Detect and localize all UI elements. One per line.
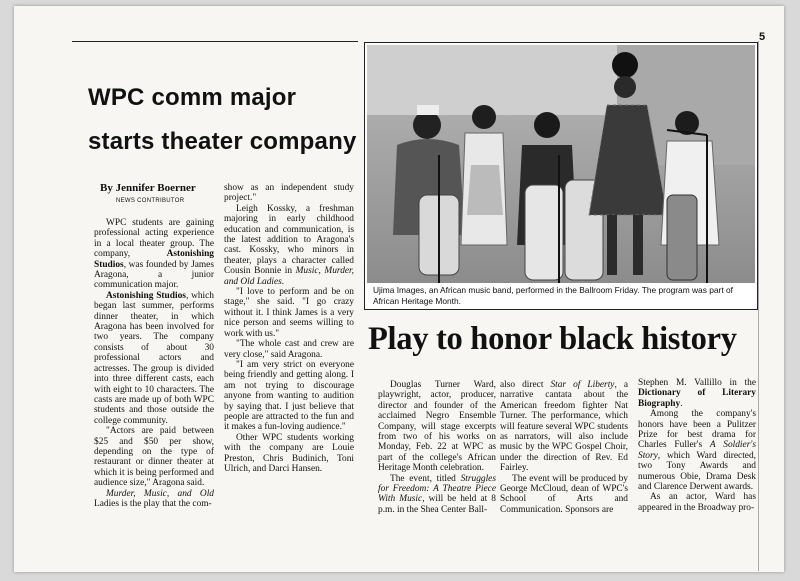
top-rule <box>72 41 358 42</box>
photo-caption: Ujima Images, an African music band, performed in the Ballroom Friday. The program was part of African Heritage Month. <box>373 285 733 306</box>
paragraph: As an actor, Ward has appeared in the Broadway pro- <box>638 492 756 513</box>
article2-column-1 <box>378 380 496 526</box>
paragraph: Astonishing Studios, which began last summer, performs dinner theater, in which Aragona has been involved for two years. The company consists of about 30 professional actors and actresses. The group is divided into three different casts, each with eight to 10 characters. The casts are made up of both WPC students and those outside the college community. <box>94 290 214 426</box>
paragraph: WPC students are gaining professional acting experience in a local theater group. The company, Astonishing Studios, was founded by James Aragona, a junior communication major. <box>94 218 214 291</box>
right-margin-rule <box>758 41 759 571</box>
article-headline-2: Play to honor black history <box>368 321 737 357</box>
paragraph: "I love to perform and be on stage," she said. "I go crazy without it. I think James is a very nice person and seems willing to work with us." <box>224 287 354 339</box>
article-headline <box>88 76 358 164</box>
paragraph: The event will be produced by George McCloud, dean of WPC's School of Arts and Communication. Sponsors are <box>500 473 628 515</box>
headline-line-2: starts theater company <box>88 128 357 155</box>
article-column-2 <box>224 183 354 523</box>
article2-column-3 <box>638 378 756 526</box>
paragraph: Leigh Kossky, a freshman majoring in early childhood education and communication, is the latest addition to Aragona's cast. Kossky, who minors in theater, plays a character called Cousin Bonnie in Music, Murder, and Old Ladies. <box>224 203 354 287</box>
paragraph: show as an independent study project." <box>224 183 354 204</box>
paragraph: Murder, Music, and Old Ladies is the play that the com- <box>94 488 214 509</box>
paragraph: Douglas Turner Ward, playwright, actor, producer, director and founder of the acclaimed Negro Ensemble Company, will stage excerpts from two of his works on Monday, Feb. 22 at WPC as part of the college's African Heritage Month celebration. <box>378 380 496 474</box>
paragraph: Among the company's honors have been a Pulitzer Prize for best drama for Charles Fuller's A Soldier's Story, which Ward directed, two Tony Awards and numerous Obie, Drama Desk and Clarence Derwent awards. <box>638 409 756 493</box>
paragraph: "Actors are paid between $25 and $50 per show, depending on the type of restaurant or dinner theater at which it is being performed and audience size," Aragona said. <box>94 426 214 489</box>
page-number: 5 <box>759 31 766 43</box>
headline-line-1: WPC comm major <box>88 84 297 111</box>
article2-column-2 <box>500 380 628 526</box>
paragraph: "The whole cast and crew are very close," said Aragona. <box>224 339 354 360</box>
newspaper-page <box>14 6 784 572</box>
paragraph: The event, titled Struggles for Freedom: A Theatre Piece With Music, will be held at 8 p.m. in the Shea Center Ball- <box>378 473 496 515</box>
paragraph: "I am very strict on everyone being friendly and getting along. I am not trying to discourage anyone from wanting to audition by saying that. I just believe that people are attracted to the fun and it makes a fun-loving audience." <box>224 359 354 433</box>
paragraph: Stephen M. Vallillo in the Dictionary of Literary Biography. <box>638 378 756 409</box>
byline-role: NEWS CONTRIBUTOR <box>116 198 185 204</box>
photo-block <box>364 42 758 310</box>
paragraph: also direct Star of Liberty, a narrative cantata about the American freedom fighter Nat Turner. The performance, which will feature several WPC students as narrators, will also include music by the WPC Gospel Choir, under the direction of Rev. Ed Fairley. <box>500 380 628 474</box>
band-photo <box>367 45 755 283</box>
paragraph: Other WPC students working with the company are Louie Preston, Chris Budinich, Toni Ulrich, and Darci Hansen. <box>224 432 354 474</box>
byline: By Jennifer Boerner <box>100 182 196 194</box>
article-column-1 <box>94 218 214 528</box>
